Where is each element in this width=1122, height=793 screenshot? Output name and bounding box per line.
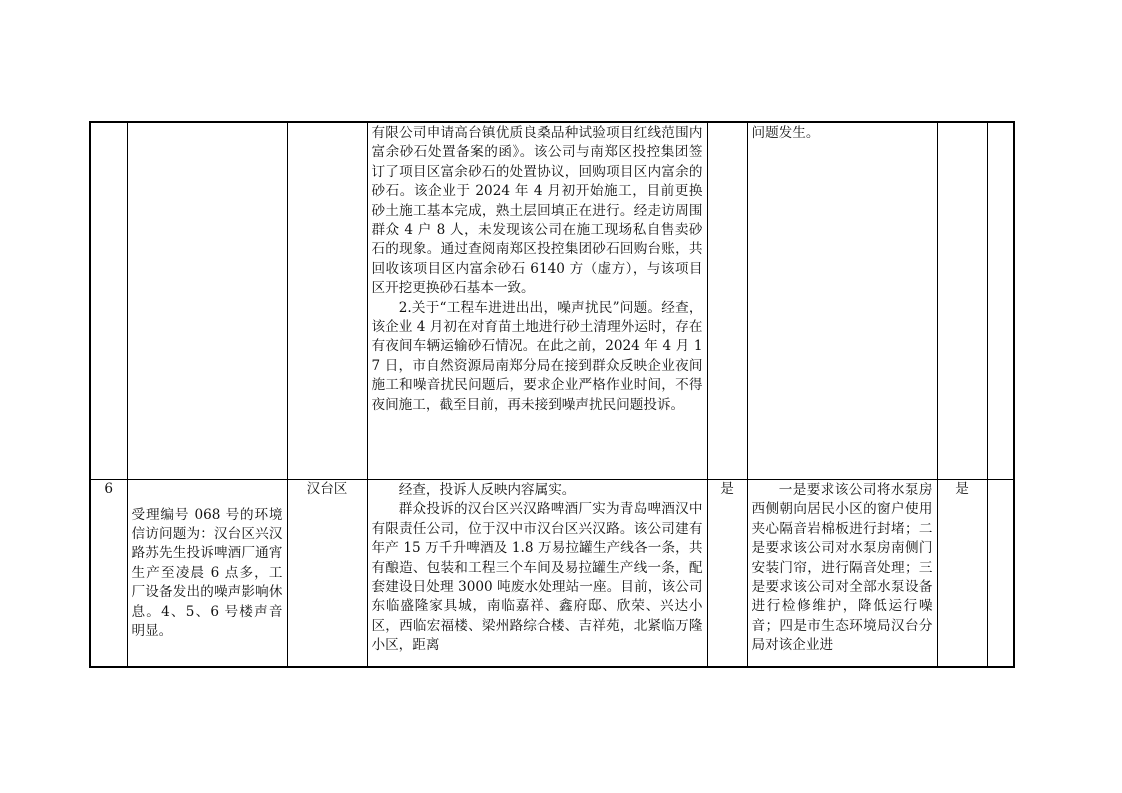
findings-text	[368, 480, 707, 666]
rectification-text: 问题发生。	[751, 125, 820, 141]
extra-cell	[987, 122, 1014, 480]
table-row	[90, 122, 1014, 480]
district-cell	[287, 122, 367, 480]
row-number-cell: 6	[90, 480, 127, 668]
findings-paragraph: 2.关于“工程车进进出出，噪声扰民”问题。经查，该企业 4 月初在对育苗土地进行砂土清理外运时，存在有夜间车辆运输砂石情况。在此之前，2024 年 4 月 17 日，市自然资源局南郑分局在接到群众反映企业夜间施工和噪音扰民问题后，要求企业严格作业时间，不得夜间施工，截至目前，再未接到噪声扰民问题投诉。	[371, 299, 703, 413]
findings-text	[368, 123, 707, 479]
district-cell: 汉台区	[287, 480, 367, 668]
rectification-cell	[747, 480, 937, 668]
completed-cell	[937, 122, 987, 480]
verified-cell	[707, 122, 747, 480]
issue-text: 受理编号 068 号的环境信访问题为：汉台区兴汉路苏先生投诉啤酒厂通宵生产至凌晨 6 点多，工厂设备发出的噪声影响休息。4、5、6 号楼声音明显。	[131, 506, 283, 640]
findings-paragraph: 群众投诉的汉台区兴汉路啤酒厂实为青岛啤酒汉中有限责任公司，位于汉中市汉台区兴汉路。该公司建有年产 15 万千升啤酒及 1.8 万易拉罐生产线各一条，共有酿造、包装和工程三个车间及易拉罐生产线一条，配套建设日处理 3000 吨废水处理站一座。目前，该公司东临盛隆家具城，南临嘉祥、鑫府邸、欣荣、兴达小区，西临宏福楼、梁州路综合楼、吉祥苑，北紧临万隆小区，距离	[371, 501, 703, 654]
issue-cell	[127, 480, 287, 668]
completed-cell: 是	[937, 480, 987, 668]
findings-cell	[367, 480, 707, 668]
rectification-cell	[747, 122, 937, 480]
table-row	[90, 480, 1014, 668]
findings-cell	[367, 122, 707, 480]
rectification-text: 一是要求该公司将水泵房西侧朝向居民小区的窗户使用夹心隔音岩棉板进行封堵；二是要求该公司对水泵房南侧门安装门帘，进行隔音处理；三是要求该公司对全部水泵设备进行检修维护，降低运行噪音；四是市生态环境局汉台分局对该企业进	[751, 482, 933, 654]
row-number-cell	[90, 122, 127, 480]
findings-paragraph: 有限公司申请高台镇优质良桑品种试验项目红线范围内富余砂石处置备案的函》。该公司与南郑区投控集团签订了项目区富余砂石的处置协议，回购项目区内富余的砂石。该企业于 2024 年 4 月初开始施工，目前更换砂土施工基本完成，熟土层回填正在进行。经走访周围群众 4 户 8 人，未发现该公司在施工现场私自售卖砂石的现象。通过查阅南郑区投控集团砂石回购台账，共回收该项目区内富余砂石 6140 方（虚方），与该项目区开挖更换砂石基本一致。	[371, 125, 703, 297]
extra-cell	[987, 480, 1014, 668]
complaint-table	[89, 121, 1015, 668]
verified-cell: 是	[707, 480, 747, 668]
findings-paragraph: 经查，投诉人反映内容属实。	[398, 482, 576, 498]
issue-cell	[127, 122, 287, 480]
